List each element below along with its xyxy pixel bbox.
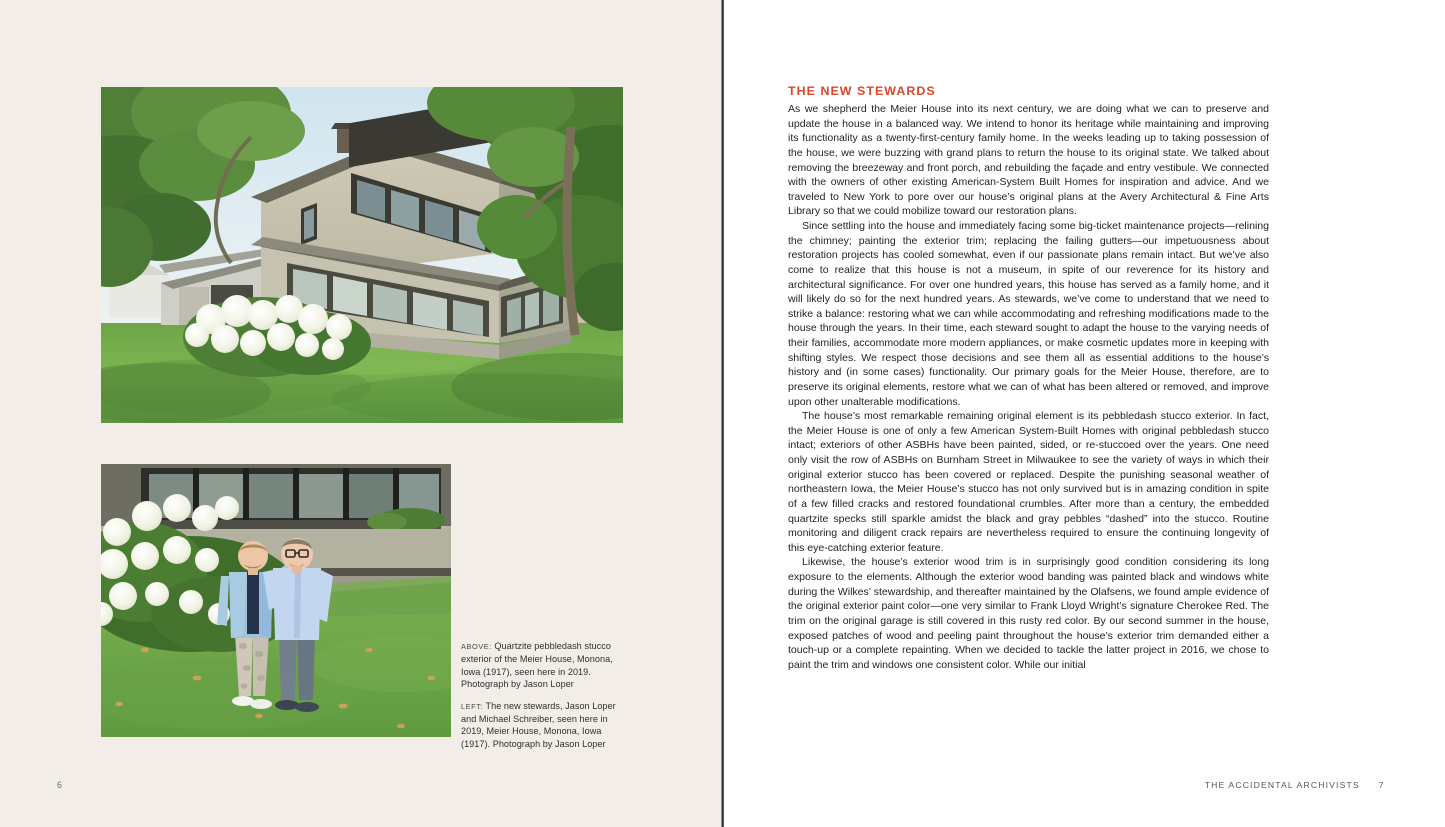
caption-above <box>461 640 621 691</box>
stewards-portrait-illustration <box>101 464 451 737</box>
body-paragraph-4: Likewise, the house’s exterior wood trim is in surprisingly good condition considering its long exposure to the elements. Although the exterior wood banding was painted black and windows white during the Wilkes’ stewardship, and thereafter maintained by the Olafsens, we found ample evidence of the original exterior paint color—one very similar to Frank Lloyd Wright’s signature Cherokee Red. The trim on the original garage is still covered in this rusty red color. By our second summer in the house, exposed patches of wood and peeling paint throughout the house’s exterior trim demanded either a touch-up or a complete repainting. When we decided to tackle the latter project in 2016, we chose to paint the trim and windows one consistent color. While our initial <box>788 556 1269 671</box>
caption-block <box>461 640 621 750</box>
page-gutter <box>721 0 725 827</box>
caption-left-lead: LEFT: <box>461 701 484 711</box>
house-exterior-photo <box>101 87 623 423</box>
body-paragraph-2: Since settling into the house and immediately facing some big-ticket maintenance projects—relining the chimney; painting the exterior trim; replacing the failing gutters—our impetuousness about restoration projects has cooled somewhat, even if our passionate plans remain intact. But we’ve also come to realize that this house is not a museum, in spite of our reverence for its history and architectural significance. For over one hundred years, this house has served as a family home, and it will likely do so for the next hundred years. As stewards, we’ve come to understand that we need to strike a balance: restoring what we can while accommodating and refreshing modifications made to the house through the years. In their time, each steward sought to adapt the house to the varying needs of their families, accommodate more modern appliances, or make cosmetic updates more in keeping with shifting styles. We respect those decisions and see them all as essential additions to the house’s history and (in some cases) functionality. Our primary goals for the Meier House, therefore, are to preserve its original elements, restore what we can of what has been altered or removed, and improve upon other unalterable modifications. <box>788 220 1269 408</box>
running-head: THE ACCIDENTAL ARCHIVISTS <box>1204 780 1360 790</box>
caption-above-lead: ABOVE: <box>461 642 492 651</box>
left-page <box>0 0 721 827</box>
right-page <box>721 0 1441 827</box>
folio-right: 7 <box>1378 780 1384 790</box>
caption-above-text: Quartzite pebbledash stucco exterior of the Meier House, Monona, Iowa (1917), seen here in 2019. Photograph by Jason Loper <box>461 641 613 690</box>
stewards-portrait-photo <box>101 464 451 737</box>
section-heading: THE NEW STEWARDS <box>788 84 936 98</box>
folio-left: 6 <box>57 780 63 790</box>
text-column <box>788 84 1269 672</box>
body-paragraph-1: As we shepherd the Meier House into its next century, we are doing what we can to preserve and update the house in a balanced way. We intend to honor its heritage while maintaining and improving its functionality as a twenty-first-century family home. In the weeks leading up to taking possession of the house, we were buzzing with grand plans to return the house to its original state. We talked about removing the breezeway and front porch, and rebuilding the façade and entry vestibule. We connected with the owners of other existing American-System Built Homes for inspiration and advice. And we traveled to New York to pore over our house’s original plans at the Avery Architectural & Fine Arts Library so that we could mobilize toward our restoration plans. <box>788 103 1269 218</box>
caption-left <box>461 700 621 751</box>
house-exterior-illustration <box>101 87 623 423</box>
footer-right <box>1205 780 1384 790</box>
caption-left-text: The new stewards, Jason Loper and Michael Schreiber, seen here in 2019, Meier House, Monona, Iowa (1917). Photograph by Jason Loper <box>461 700 616 749</box>
body-paragraph-3: The house’s most remarkable remaining original element is its pebbledash stucco exterior. In fact, the Meier House is one of only a few American System-Built Homes with original pebbledash stucco intact; exteriors of other ASBHs have been painted, sided, or re-stuccoed over the years. One need only visit the row of ASBHs on Burnham Street in Milwaukee to see the variety of ways in which their original exterior stucco has been covered or replaced. Despite the punishing seasonal weather of northeastern Iowa, the Meier House’s stucco has not only survived but is in amazing condition in spite of a few filled cracks and restored foundational crumbles. After more than a century, the embedded quartzite specks still sparkle amidst the black and gray pebbles “dashed” into the stucco. Routine monitoring and diligent crack repairs are nevertheless required to ensure the continuing longevity of this eye-catching exterior feature. <box>788 410 1269 554</box>
